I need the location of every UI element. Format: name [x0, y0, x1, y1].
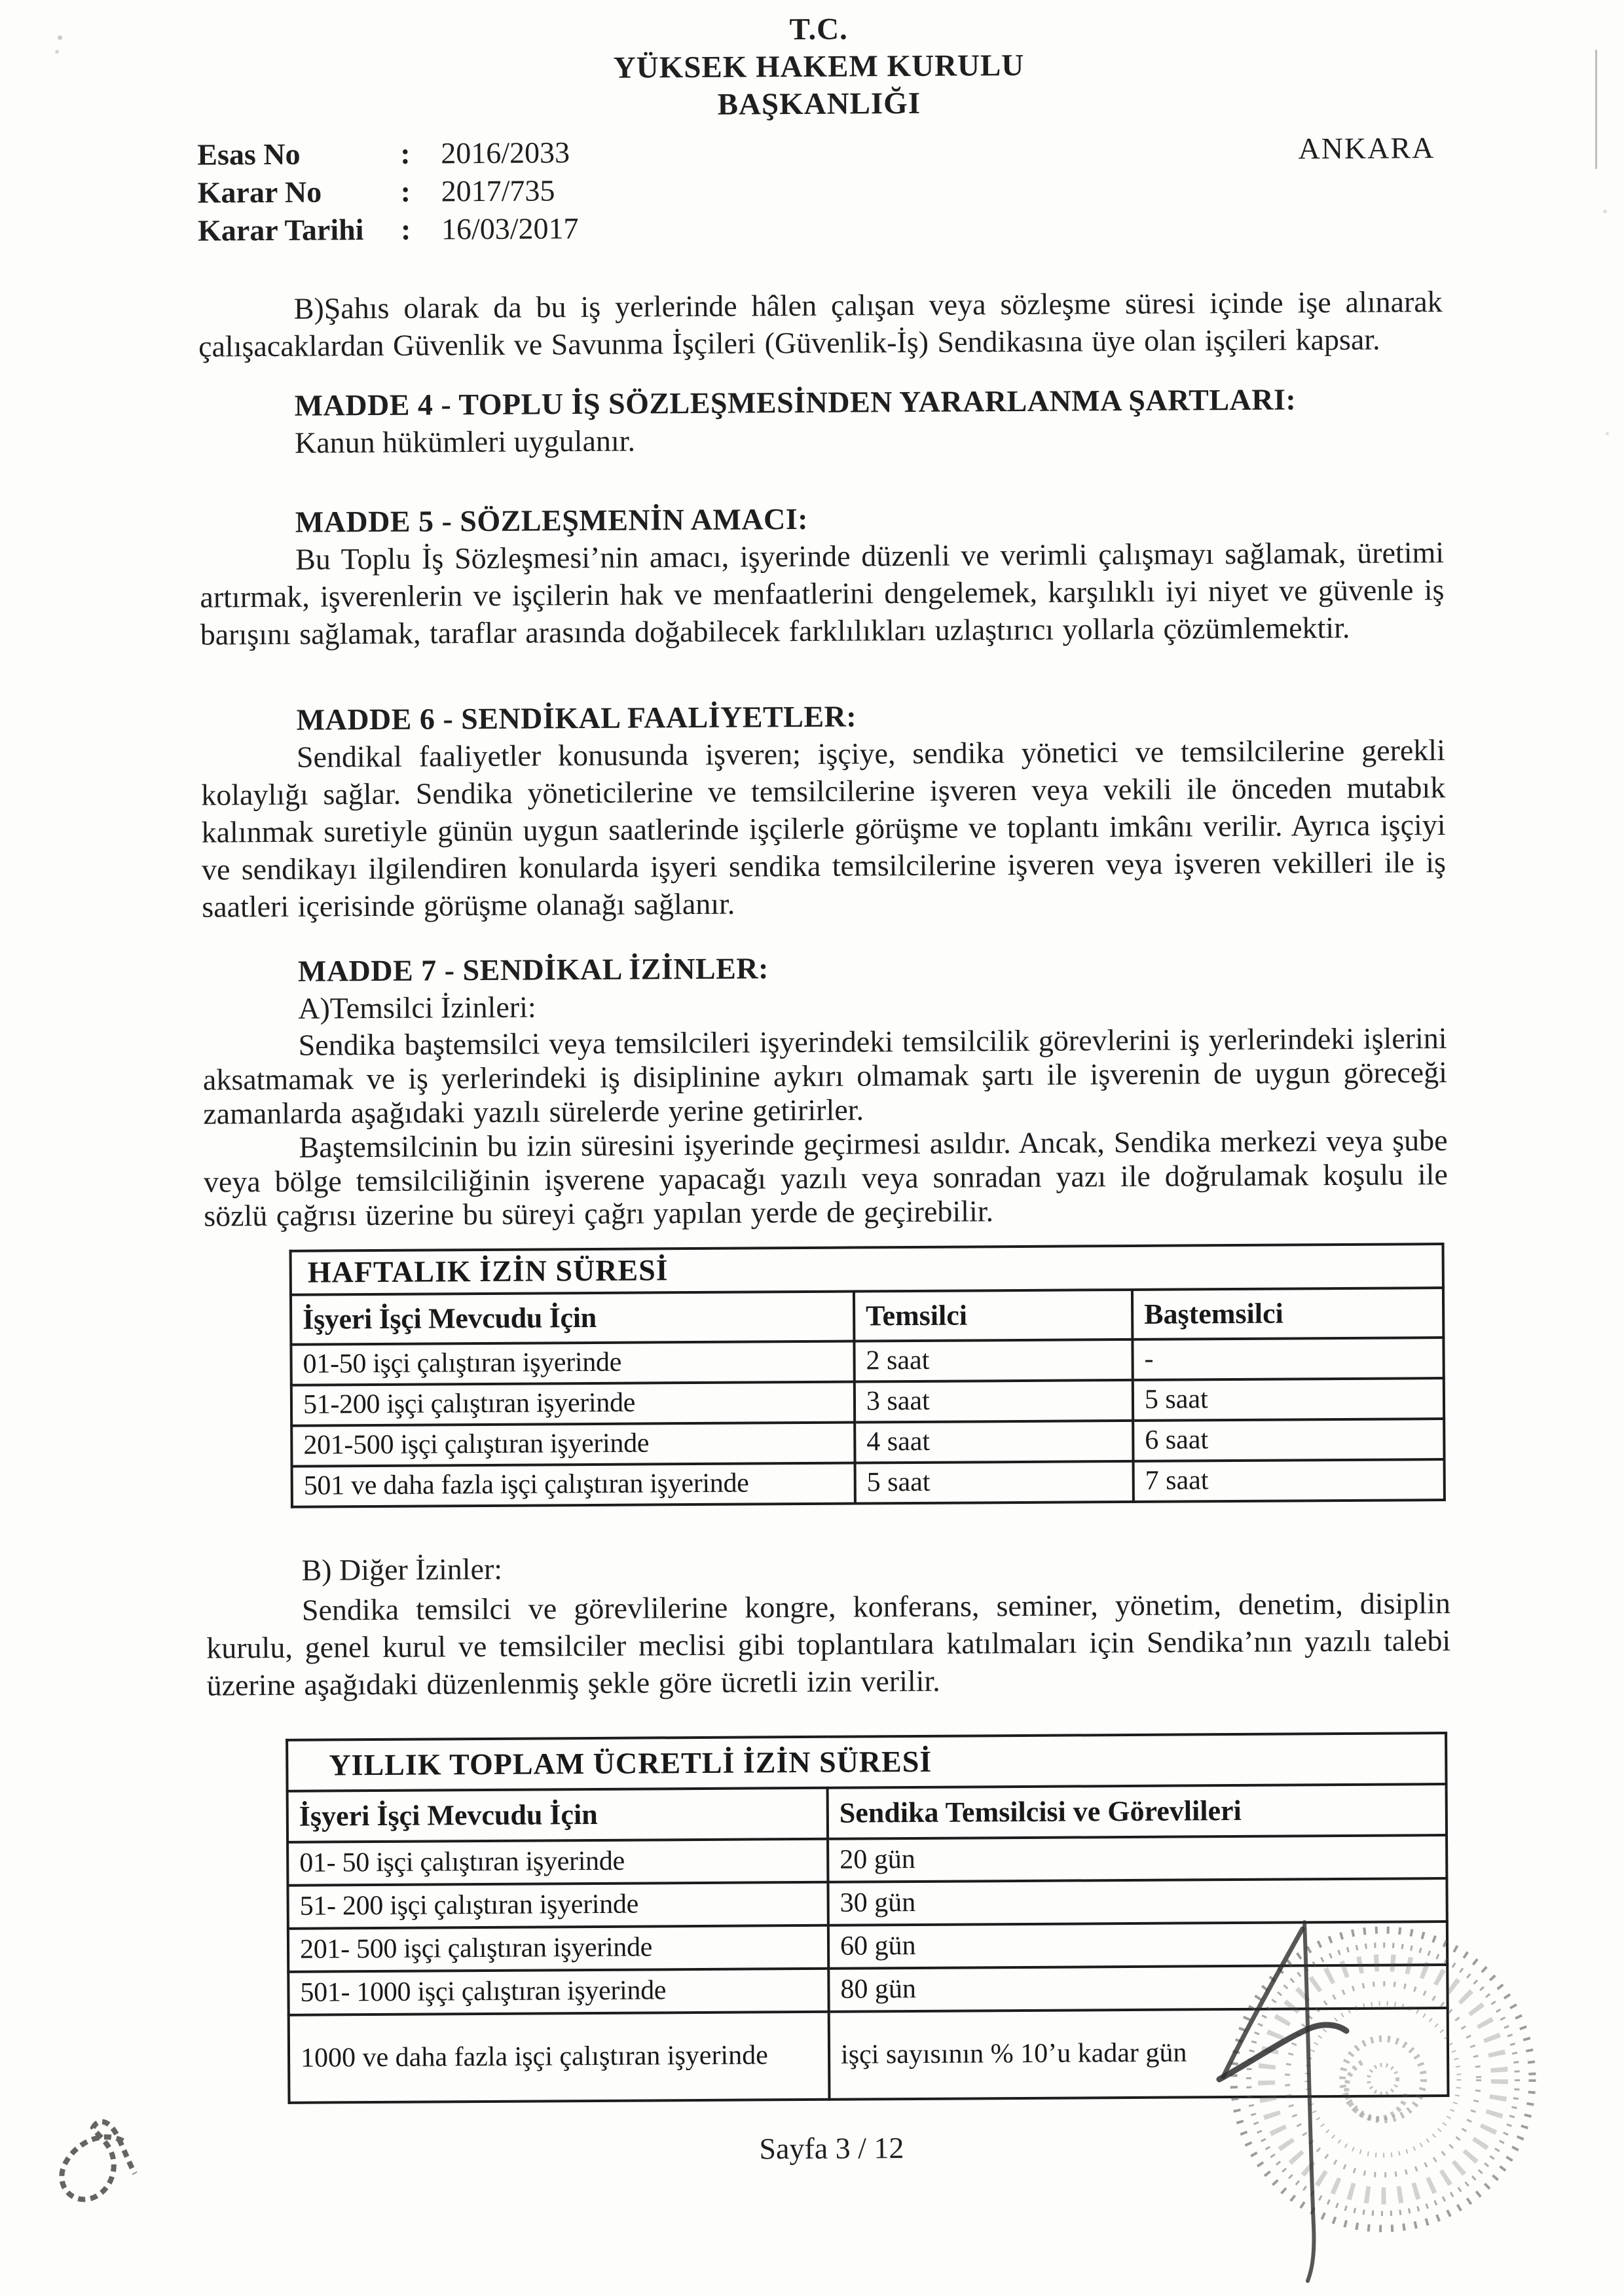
meta-separator: :: [400, 174, 411, 208]
madde6-heading: MADDE 6 - SENDİKAL FAALİYETLER:: [296, 699, 857, 737]
table-cell: 01- 50 işçi çalıştıran işyerinde: [287, 1839, 828, 1886]
table-cell: 51-200 işçi çalıştıran işyerinde: [291, 1382, 855, 1426]
meta-separator: :: [400, 212, 411, 246]
meta-row-karar-no: [197, 171, 695, 212]
paragraph-scope-b: B)Şahıs olarak da bu iş yerlerinde hâlen çalışan veya sözleşme süresi içinde işe alınarak çalışacaklardan Güvenlik ve Savunma İşçileri (Güvenlik-İş) Sendikasına üye olan işçileri kapsar.: [198, 285, 1443, 363]
scan-speck: [1603, 210, 1607, 213]
table-cell: 7 saat: [1134, 1459, 1445, 1502]
meta-value: 2017/735: [441, 173, 555, 208]
scan-speck: [1606, 432, 1609, 435]
table-cell: 501 ve daha fazla işçi çalıştıran işyerinde: [292, 1463, 855, 1507]
table2-header-col1: İşyeri İşçi Mevcudu İçin: [287, 1788, 828, 1842]
madde4-heading: MADDE 4 - TOPLU İŞ SÖZLEŞMESİNDEN YARARLANMA ŞARTLARI:: [294, 382, 1297, 422]
table-row: [288, 1922, 1447, 1972]
table-row: [287, 1878, 1447, 1929]
table-cell: 501- 1000 işçi çalıştıran işyerinde: [288, 1969, 828, 2015]
scan-edge-artifact: [1595, 50, 1597, 169]
table-cell: 6 saat: [1133, 1419, 1444, 1461]
madde7-paragraph-1: Sendika baştemsilci veya temsilcileri işyerindeki temsilcilik görevlerini iş yerlerindeki işlerini aksatmamak ve iş yerlerindeki iş disiplinine aykırı olmamak şartı ile işverenin de uygun göreceği zamanlarda aşağıdaki yazılı sürelerde yerine getirirler.: [202, 1021, 1448, 1131]
meta-row-esas-no: [197, 133, 695, 174]
table-cell: 5 saat: [855, 1461, 1134, 1504]
corner-scribble-icon: [62, 2122, 135, 2200]
table-header-row: [287, 1784, 1447, 1842]
letterhead-line-institution: YÜKSEK HAKEM KURULU: [613, 48, 1025, 85]
table-cell: işçi sayısının % 10’u kadar gün: [829, 2008, 1449, 2100]
table-title-row: [291, 1244, 1443, 1295]
table-cell: 30 gün: [828, 1878, 1447, 1925]
meta-label: Karar Tarihi: [197, 213, 364, 247]
table1-header-col1: İşyeri İşçi Mevcudu İçin: [291, 1292, 854, 1345]
table1-title: HAFTALIK İZİN SÜRESİ: [291, 1244, 1443, 1295]
madde4-text: Kanun hükümleri uygulanır.: [294, 424, 636, 460]
letterhead-line-tc: T.C.: [789, 12, 848, 47]
table1-header-col2: Temsilci: [854, 1290, 1132, 1341]
table2-header-col2: Sendika Temsilcisi ve Görevlileri: [828, 1784, 1447, 1839]
table-cell: 2 saat: [854, 1339, 1132, 1382]
table-header-row: [291, 1288, 1443, 1345]
table1-header-col3: Baştemsilci: [1132, 1288, 1443, 1339]
meta-separator: :: [400, 136, 411, 170]
table-cell: -: [1132, 1338, 1443, 1380]
madde7-paragraph-3: Sendika temsilci ve görevlilerine kongre, konferans, seminer, yönetim, denetim, disiplin kurulu, genel kurul ve temsilciler meclisi gibi toplantılara katılmaları için Sendika’nın yazılı talebi üzerine aşağıdaki düzenlenmiş şekle göre ücretli izin verilir.: [206, 1586, 1451, 1702]
table2-title: YILLIK TOPLAM ÜCRETLİ İZİN SÜRESİ: [287, 1733, 1446, 1791]
page-number: Sayfa 3 / 12: [759, 2131, 904, 2166]
meta-label: Esas No: [197, 137, 301, 172]
table-cell: 201- 500 işçi çalıştıran işyerinde: [288, 1925, 828, 1972]
city-label: ANKARA: [1298, 131, 1435, 166]
table-row: [291, 1338, 1443, 1385]
table-row: [289, 2008, 1449, 2103]
madde7-sub-a: A)Temsilci İzinleri:: [298, 990, 536, 1025]
document-sheet: [196, 7, 1454, 2170]
table-cell: 201-500 işçi çalıştıran işyerinde: [291, 1423, 855, 1467]
meta-value: 2016/2033: [441, 136, 570, 170]
table-cell: 01-50 işçi çalıştıran işyerinde: [291, 1341, 854, 1385]
madde5-text: Bu Toplu İş Sözleşmesi’nin amacı, işyerinde düzenli ve verimli çalışmayı sağlamak, üretimi artırmak, işverenlerin ve işçilerin hak ve menfaatlerini dengelemek, karşılıklı iyi niyet ve güvenle iş barışını sağlamak, taraflar arasında doğabilecek farklılıkları uzlaştırıcı yollarla çözümlemektir.: [200, 536, 1445, 651]
madde5-heading: MADDE 5 - SÖZLEŞMENİN AMACI:: [295, 501, 809, 539]
madde7-sub-b: B) Diğer İzinler:: [301, 1552, 503, 1587]
meta-row-karar-tarihi: [198, 209, 695, 250]
table-cell: 3 saat: [855, 1380, 1133, 1423]
madde6-text: Sendikal faaliyetler konusunda işveren; işçiye, sendika yönetici ve temsilcilerine gerekli kolaylığı sağlar. Sendika yöneticilerine ve temsilcilerine işveren veya vekili ile önceden mutabık kalınmak suretiyle günün uygun saatlerinde işçilerle görüşme ve toplantı imkânı verilir. Ayrıca işçiyi ve sendikayı ilgilendiren konularda işyeri sendika temsilcilerine işveren veya işveren vekilleri ile iş saatleri içerisinde görüşme olanağı sağlanır.: [201, 733, 1447, 924]
madde7-paragraph-2: Baştemsilcinin bu izin süresini işyerinde geçirmesi asıldır. Ancak, Sendika merkezi veya şube veya bölge temsilciliğinin işverene yapacağı yazılı veya sonradan yazı ile doğrulamak koşulu ile sözlü çağrısı üzerine bu süreyi çağrı yapılan yerde de geçirebilir.: [203, 1123, 1449, 1233]
table-row: [287, 1835, 1447, 1886]
yillik-izin-table: [286, 1732, 1449, 2104]
table-cell: 20 gün: [828, 1835, 1447, 1882]
meta-value: 16/03/2017: [441, 211, 579, 246]
letterhead: [196, 7, 1441, 127]
table-cell: 4 saat: [855, 1421, 1133, 1463]
table-row: [288, 1965, 1447, 2015]
table-cell: 80 gün: [828, 1965, 1447, 2012]
table-cell: 60 gün: [828, 1922, 1447, 1969]
scan-speck: [55, 50, 59, 54]
madde7-heading: MADDE 7 - SENDİKAL İZİNLER:: [297, 951, 769, 988]
table-cell: 51- 200 işçi çalıştıran işyerinde: [287, 1882, 828, 1929]
haftalik-izin-table: [289, 1243, 1446, 1508]
scan-speck: [58, 35, 62, 40]
table-row: [292, 1459, 1445, 1507]
table-row: [291, 1419, 1444, 1467]
table-cell: 1000 ve daha fazla işçi çalıştıran işyerinde: [289, 2012, 830, 2103]
table-row: [291, 1378, 1444, 1426]
letterhead-line-presidency: BAŞKANLIĞI: [717, 86, 921, 122]
table-cell: 5 saat: [1133, 1378, 1444, 1421]
case-meta-block: [197, 133, 695, 250]
table-title-row: [287, 1733, 1446, 1791]
meta-label: Karar No: [197, 175, 322, 210]
